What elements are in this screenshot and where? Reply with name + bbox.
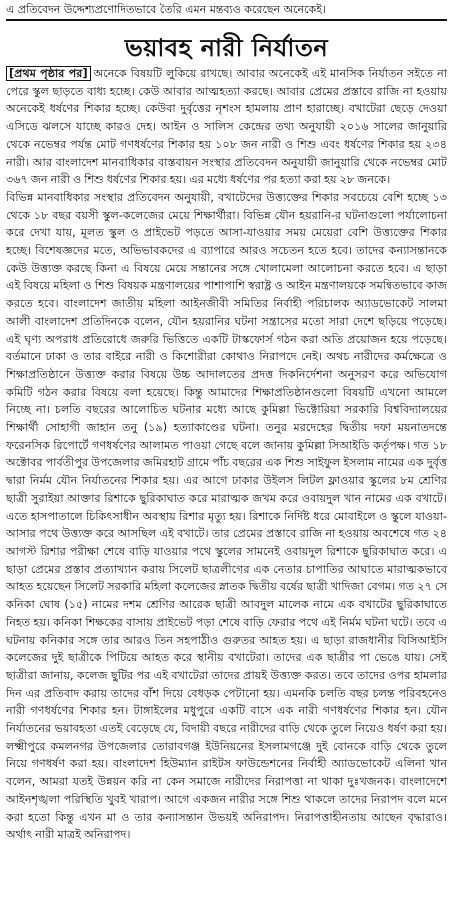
article-paragraph-2: বিভিন্ন মানবাধিকার সংস্থার প্রতিবেদন অনুযায়ী, বখাটেদের উত্ত্যক্তের শিকার সবচেয়ে বেশি হচ্ছে ১৩ থেকে ১৮ বছর বয়সী স্কুল-কলেজের মেয়ে শিক্ষার্থীরা। বিভিন্ন যৌন হয়রানি-র ঘটনাগুলো পর্যালোচনা করে দেখা যায়, মূলত স্কুল ও প্রাইভেট পড়তে আসা-যাওয়ার সময় মেয়েরা বেশি উত্ত্যক্তের শিকার হচ্ছে। বিশেষজ্ঞদের মতে, অভিভাবকদের এ ব্যাপারে আরও সচেতন হতে হবে। তাদের কন্যাসন্তানকে কেউ উত্ত্যক্ত করছে কিনা এ বিষয়ে মেয়ে সন্তানের সঙ্গে খোলামেলা আলোচনা করতে হবে। এ ছাড়া এই বিষয়ে মহিলা ও শিশু বিষয়ক মন্ত্রণালয়ের পাশাপাশি স্বরাষ্ট্র ও আইন মন্ত্রণালয়কে সমন্বিতভাবে কাজ করতে হবে। বাংলাদেশ জাতীয় মহিলা আইনজীবী সমিতির নির্বাহী পরিচালক অ্যাডভোকেট সালমা আলী বাংলাদেশ প্রতিদিনকে বলেন, যৌন হয়রানির ঘটনা সন্ত্রাসের মতো সারা দেশে ছড়িয়ে পড়েছে। এই ঘৃণ্য অপরাধ প্রতিরোধে জরুরি ভিত্তিতে একটি টাস্কফোর্স গঠন করা অতি প্রয়োজন হয়ে পড়েছে। বর্তমানে ঢাকা ও তার বাইরে নারী ও কিশোরীরা কোথাও নিরাপদে নেই। অথচ নারীদের কর্মক্ষেত্রে ও শিক্ষাপ্রতিষ্ঠানে উত্ত্যক্ত করার বিষয়ে উচ্চ আদালতের প্রদত্ত দিকনির্দেশনা অনুসরণ করে অভিযোগ কমিটি গঠন করার বিষয়ে বলা হয়েছে। কিন্তু আমাদের শিক্ষাপ্রতিষ্ঠানগুলো বিষয়টি এখনো আমলে নিচ্ছে না। চলতি বছরের আলোচিত ঘটনার মধ্যে আছে কুমিল্লা ভিক্টোরিয়া সরকারি বিশ্ববিদ্যালয়ের শিক্ষার্থী সোহাগী জাহান তনু (১৯) হত্যাকাণ্ডের ঘটনা। তনুর মরদেহের দ্বিতীয় দফা ময়নাতদন্তে ফরেনসিক রিপোর্টে গণধর্ষণের আলামত পাওয়া গেছে বলে জানায় কুমিল্লা সিআইডি কর্তৃপক্ষ। গত ১৮ অক্টোবর পার্বতীপুর উপজেলার জমিরহাট গ্রামে পাঁচ বছরের এক শিশু সাইফুল ইসলাম নামের এক দুর্বৃত্ত দ্বারা নির্মম যৌন নির্যাতনের শিকার হয়। এর আগে ঢাকার উইলস লিটল ফ্লাওয়ার স্কুলের ৮ম শ্রেণির ছাত্রী সুরাইয়া আক্তার রিশাকে ছুরিকাঘাত করে মারাত্মক জখম করে ওবায়দুল খান নামের এক বখাটে। এতে হাসপাতালে চিকিৎসাধীন অবস্থায় রিশার মৃত্যু হয়। রিশাকে নির্দিষ্ট ধরে মোবাইলে ও স্কুলে যাওয়া-আসার পথে উত্ত্যক্ত করে আসছিল এই বখাটে। তার প্রেমের প্রস্তাবে রাজি না হওয়ায় অবশেষে গত ২৪ আগস্ট রিশার পরীক্ষা শেষে বাড়ি যাওয়ার পথে স্কুলের সামনেই ওবায়দুল রিশাকে ছুরিকাঘাত করে। এ ছাড়া প্রেমের প্রস্তাব প্রত্যাখ্যান করায় সিলেট ছাত্রলীগের এক নেতার চাপাতির আঘাতে মারাত্মকভাবে আহত হয়েছেন সিলেট সরকারি মহিলা কলেজের স্নাতক দ্বিতীয় বর্ষের ছাত্রী খাদিজা বেগম। গত ২৭ সে কনিকা ঘোষ (১৫) নামের দশম শ্রেণির আরেক ছাত্রী আবদুল মালেক নামে এক বখাটের ছুরিকাঘাতে নিহত হয়। কনিকা শিক্ষকের বাসায় প্রাইভেট পড়া শেষে বাড়ি ফেরার পথে এই নির্মম ঘটনা ঘটে। তবে এ ঘটনায় কনিকার সঙ্গে তার আরও তিন সহপাঠীও গুরুতর আহত হয়। এ ছাড়া রাজধানীর বিসিআইসি কলেজের দুই ছাত্রীকে পিটিয়ে আহত করে স্থানীয় বখাটেরা। তাদের এক ছাত্রীর পা ভেঙে যায়। সেই ছাত্রীরা জানায়, কলেজ ছুটির পর এই বখাটেরা তাদের প্রায়ই উত্ত্যক্ত করত। তবে তাদের ওপর হামলার দিন এর প্রতিবাদ করায় তাদের বাঁশ দিয়ে বেধড়ক পেটানো হয়। এমনকি চলতি বছর চলন্ত পরিবহনেও নারী গণধর্ষণের শিকার হন। টাঙ্গাইলের মধুপুরে একটি বাসে এক নারী গণধর্ষণের শিকার হন। যৌন নির্যাতনের ভয়াবহতা এতই বেড়েছে যে, বিদায়ী বছরে নারীদের বাড়ি থেকে তুলে নিয়েও ধর্ষণ করা হয়। লক্ষ্মীপুরে কমলনগর উপজেলার তোরাবগঞ্জ ইউনিয়নের ইসলামগঞ্জে দুই বোনকে বাড়ি থেকে তুলে নিয়ে গণধর্ষণ করা হয়। বাংলাদেশ হিউম্যান রাইটস ফাউন্ডেশনের নির্বাহী অ্যাডভোকেট এলিনা খান বলেন, আমরা যতই উন্নয়ন করি না কেন সমাজে নারীদের নিরাপত্তা না থাকা দুঃখজনক। বাংলাদেশে আইনশৃঙ্খলা পরিস্থিতি খুবই খারাপ। আগে একজন নারীর সঙ্গে শিশু থাকলে তাদের নিরাপদ বলে মনে করা হতো কিন্তু এখন মা ও তার কন্যাসন্তান উভয়ই অনিরাপদ। নিরাপত্তাহীনতায় আছেন বৃদ্ধারাও। অর্থাৎ নারী মাত্রই অনিরাপদ। bbox=[6, 190, 447, 842]
article-headline: ভয়াবহ নারী নির্যাতন bbox=[124, 34, 329, 62]
continuation-label: [প্রথম পৃষ্ঠার পর] bbox=[6, 66, 91, 81]
article-body bbox=[6, 65, 447, 844]
previous-article-last-line: এ প্রতিবেদন উদ্দেশ্যপ্রণোদিতভাবে তৈরি এমন মন্তব্যও করেছেন অনেকেই। bbox=[6, 3, 326, 16]
newspaper-clipping bbox=[0, 3, 453, 909]
article-paragraph-1-text: অনেকে বিষয়টি লুকিয়ে রাখছে। আবার অনেকেই এই মানসিক নির্যাতন সইতে না পেরে স্কুল ছাড়তে বাধ্য হচ্ছে। কেউ আবার আত্মহত্যা করছে। আবার প্রেমের প্রস্তাবে রাজি না হওয়ায় অনেকেই ধর্ষণের শিকার হচ্ছে। কেউবা দুর্বৃত্তের নৃশংস হামলায় প্রাণ হারাচ্ছে। বখাটেরা ছেড়ে দেওয়া এসিডে ঝলসে যাচ্ছে কারও দেহ। আইন ও সালিস কেন্দ্রের তথ্য অনুযায়ী ২০১৬ সালের জানুয়ারি থেকে নভেম্বর পর্যন্ত মোট গণধর্ষণের শিকার হয় ১০৮ জন নারী ও শিশু এবং ধর্ষণের শিকার হয় ২৩৪ নারী। আর বাংলাদেশ মানবাধিকার বাস্তবায়ন সংস্থার প্রতিবেদন অনুযায়ী জানুয়ারি থেকে নভেম্বর মোট ৩৬৭ জন নারী ও শিশু ধর্ষণের শিকার হয়। এর মধ্যে ধর্ষণের পর হত্যা করা হয় ২৮ জনকে। bbox=[6, 67, 447, 187]
column-divider bbox=[6, 19, 447, 21]
article-paragraph-1 bbox=[6, 65, 447, 189]
